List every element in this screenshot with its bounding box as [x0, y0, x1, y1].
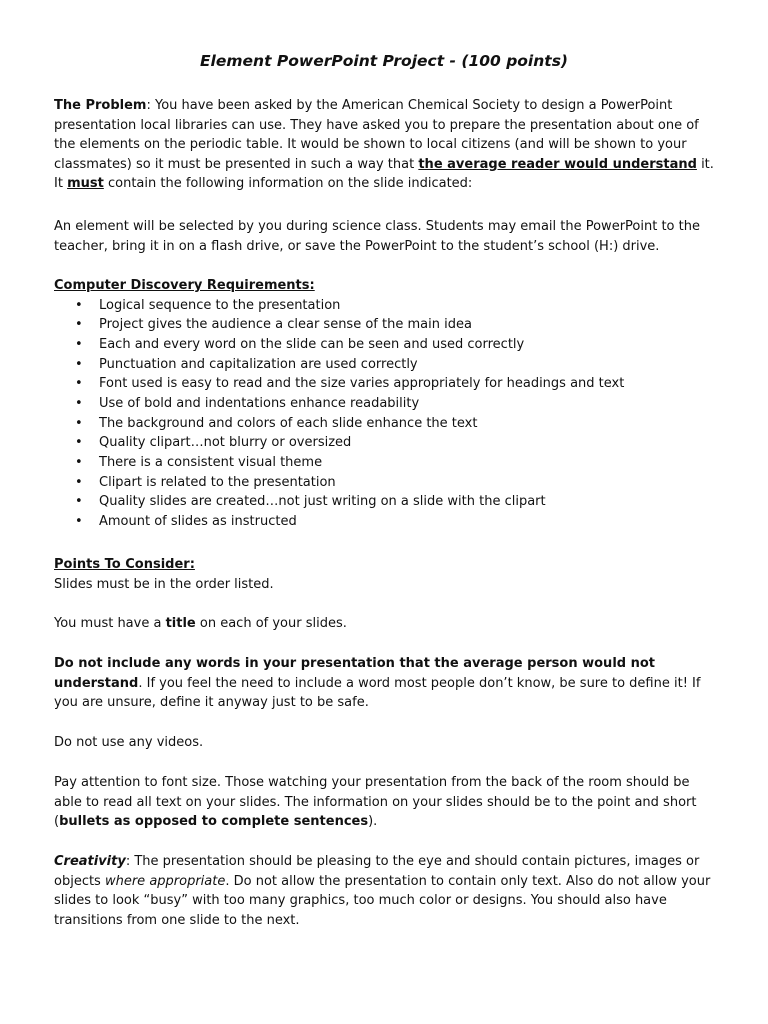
- requirement-item: [54, 433, 714, 453]
- problem-text-2: it. It: [54, 156, 714, 192]
- bullet-icon: •: [75, 474, 83, 490]
- requirement-text: Quality slides are created…not just writing on a slide with the clipart: [99, 494, 546, 510]
- bullet-icon: •: [75, 494, 83, 510]
- requirement-text: Each and every word on the slide can be seen and used correctly: [99, 336, 525, 352]
- selection-paragraph: [54, 217, 714, 256]
- bullet-icon: •: [75, 455, 83, 471]
- title-text-pre: You must have a: [54, 616, 166, 631]
- must-emphasis: must: [67, 176, 104, 192]
- creativity-label: Creativity: [54, 854, 126, 869]
- bullet-icon: •: [75, 514, 83, 530]
- requirement-item: [54, 394, 714, 414]
- bullets-emphasis: bullets as opposed to complete sentences: [59, 814, 369, 830]
- font-size-text-post: ).: [368, 814, 378, 830]
- bullet-icon: •: [75, 435, 83, 451]
- requirement-item: [54, 315, 714, 335]
- requirement-item: [54, 296, 714, 316]
- requirement-text: There is a consistent visual theme: [99, 455, 323, 471]
- bullet-icon: •: [75, 297, 83, 313]
- points-heading: Points To Consider:: [54, 557, 195, 572]
- creativity-paragraph: [54, 852, 714, 930]
- bullet-icon: •: [75, 317, 83, 333]
- problem-paragraph: [54, 96, 714, 194]
- bullet-icon: •: [75, 376, 83, 392]
- document-title: Element PowerPoint Project - (100 points): [199, 52, 569, 70]
- words-text: . If you feel the need to include a word most people don’t know, be sure to define it! If you are unsure, define it anyway just to be safe.: [54, 675, 701, 711]
- where-appropriate-text: where appropriate: [104, 873, 226, 889]
- title-word: title: [165, 616, 196, 631]
- bullet-icon: •: [75, 396, 83, 412]
- title-paragraph: [54, 614, 714, 634]
- requirement-item: [54, 492, 714, 512]
- requirement-item: [54, 335, 714, 355]
- bullet-icon: •: [75, 356, 83, 372]
- average-reader-emphasis: the average reader would understand: [418, 156, 697, 172]
- requirement-text: Project gives the audience a clear sense of the main idea: [99, 317, 472, 333]
- requirement-item: [54, 512, 714, 532]
- requirements-heading: Computer Discovery Requirements:: [54, 278, 315, 293]
- bullet-icon: •: [75, 415, 83, 431]
- bullet-icon: •: [75, 336, 83, 352]
- points-section: [54, 555, 714, 594]
- problem-label: The Problem: [54, 98, 147, 113]
- requirement-item: [54, 414, 714, 434]
- videos-paragraph: [54, 733, 714, 753]
- requirement-item: [54, 374, 714, 394]
- requirement-text: Logical sequence to the presentation: [99, 297, 341, 313]
- requirement-item: [54, 473, 714, 493]
- requirement-item: [54, 453, 714, 473]
- words-paragraph: [54, 654, 714, 713]
- font-size-text-pre: Pay attention to font size. Those watching your presentation from the back of the room should be able to read all text on your slides. The information on your slides should be to the point and short (: [54, 775, 697, 830]
- title-text-post: on each of your slides.: [195, 616, 347, 631]
- creativity-text-2: . Do not allow the presentation to contain only text. Also do not allow your slides to look “busy” with too many graphics, too much color or designs. You should also have transitions from one slide to the next.: [54, 873, 711, 928]
- requirement-text: The background and colors of each slide enhance the text: [99, 415, 478, 431]
- requirement-text: Use of bold and indentations enhance readability: [99, 396, 420, 412]
- words-warning: Do not include any words in your presentation that the average person would not understand: [54, 656, 656, 691]
- requirement-text: Quality clipart…not blurry or oversized: [99, 435, 352, 451]
- creativity-text-1: : The presentation should be pleasing to the eye and should contain pictures, images or objects: [54, 854, 700, 889]
- selection-text: An element will be selected by you during science class. Students may email the PowerPoint to the teacher, bring it in on a flash drive, or save the PowerPoint to the student’s school (H:) drive.: [54, 219, 700, 254]
- videos-text: Do not use any videos.: [54, 735, 204, 750]
- font-size-paragraph: [54, 773, 714, 832]
- problem-text-3: contain the following information on the slide indicated:: [103, 176, 473, 192]
- requirements-section: [54, 276, 714, 532]
- requirements-list: [54, 296, 714, 532]
- requirement-text: Font used is easy to read and the size varies appropriately for headings and text: [99, 376, 625, 392]
- requirement-text: Clipart is related to the presentation: [99, 474, 336, 490]
- requirement-text: Amount of slides as instructed: [99, 514, 297, 530]
- slides-order-text: Slides must be in the order listed.: [54, 576, 274, 592]
- problem-text-1: : You have been asked by the American Chemical Society to design a PowerPoint presentation local libraries can use. They have asked you to prepare the presentation about one of the elements on the periodic table. It would be shown to local citizens (and will be shown to your classmates) so it must be presented in such a way that: [54, 98, 699, 172]
- requirement-text: Punctuation and capitalization are used correctly: [99, 356, 418, 372]
- requirement-item: [54, 355, 714, 375]
